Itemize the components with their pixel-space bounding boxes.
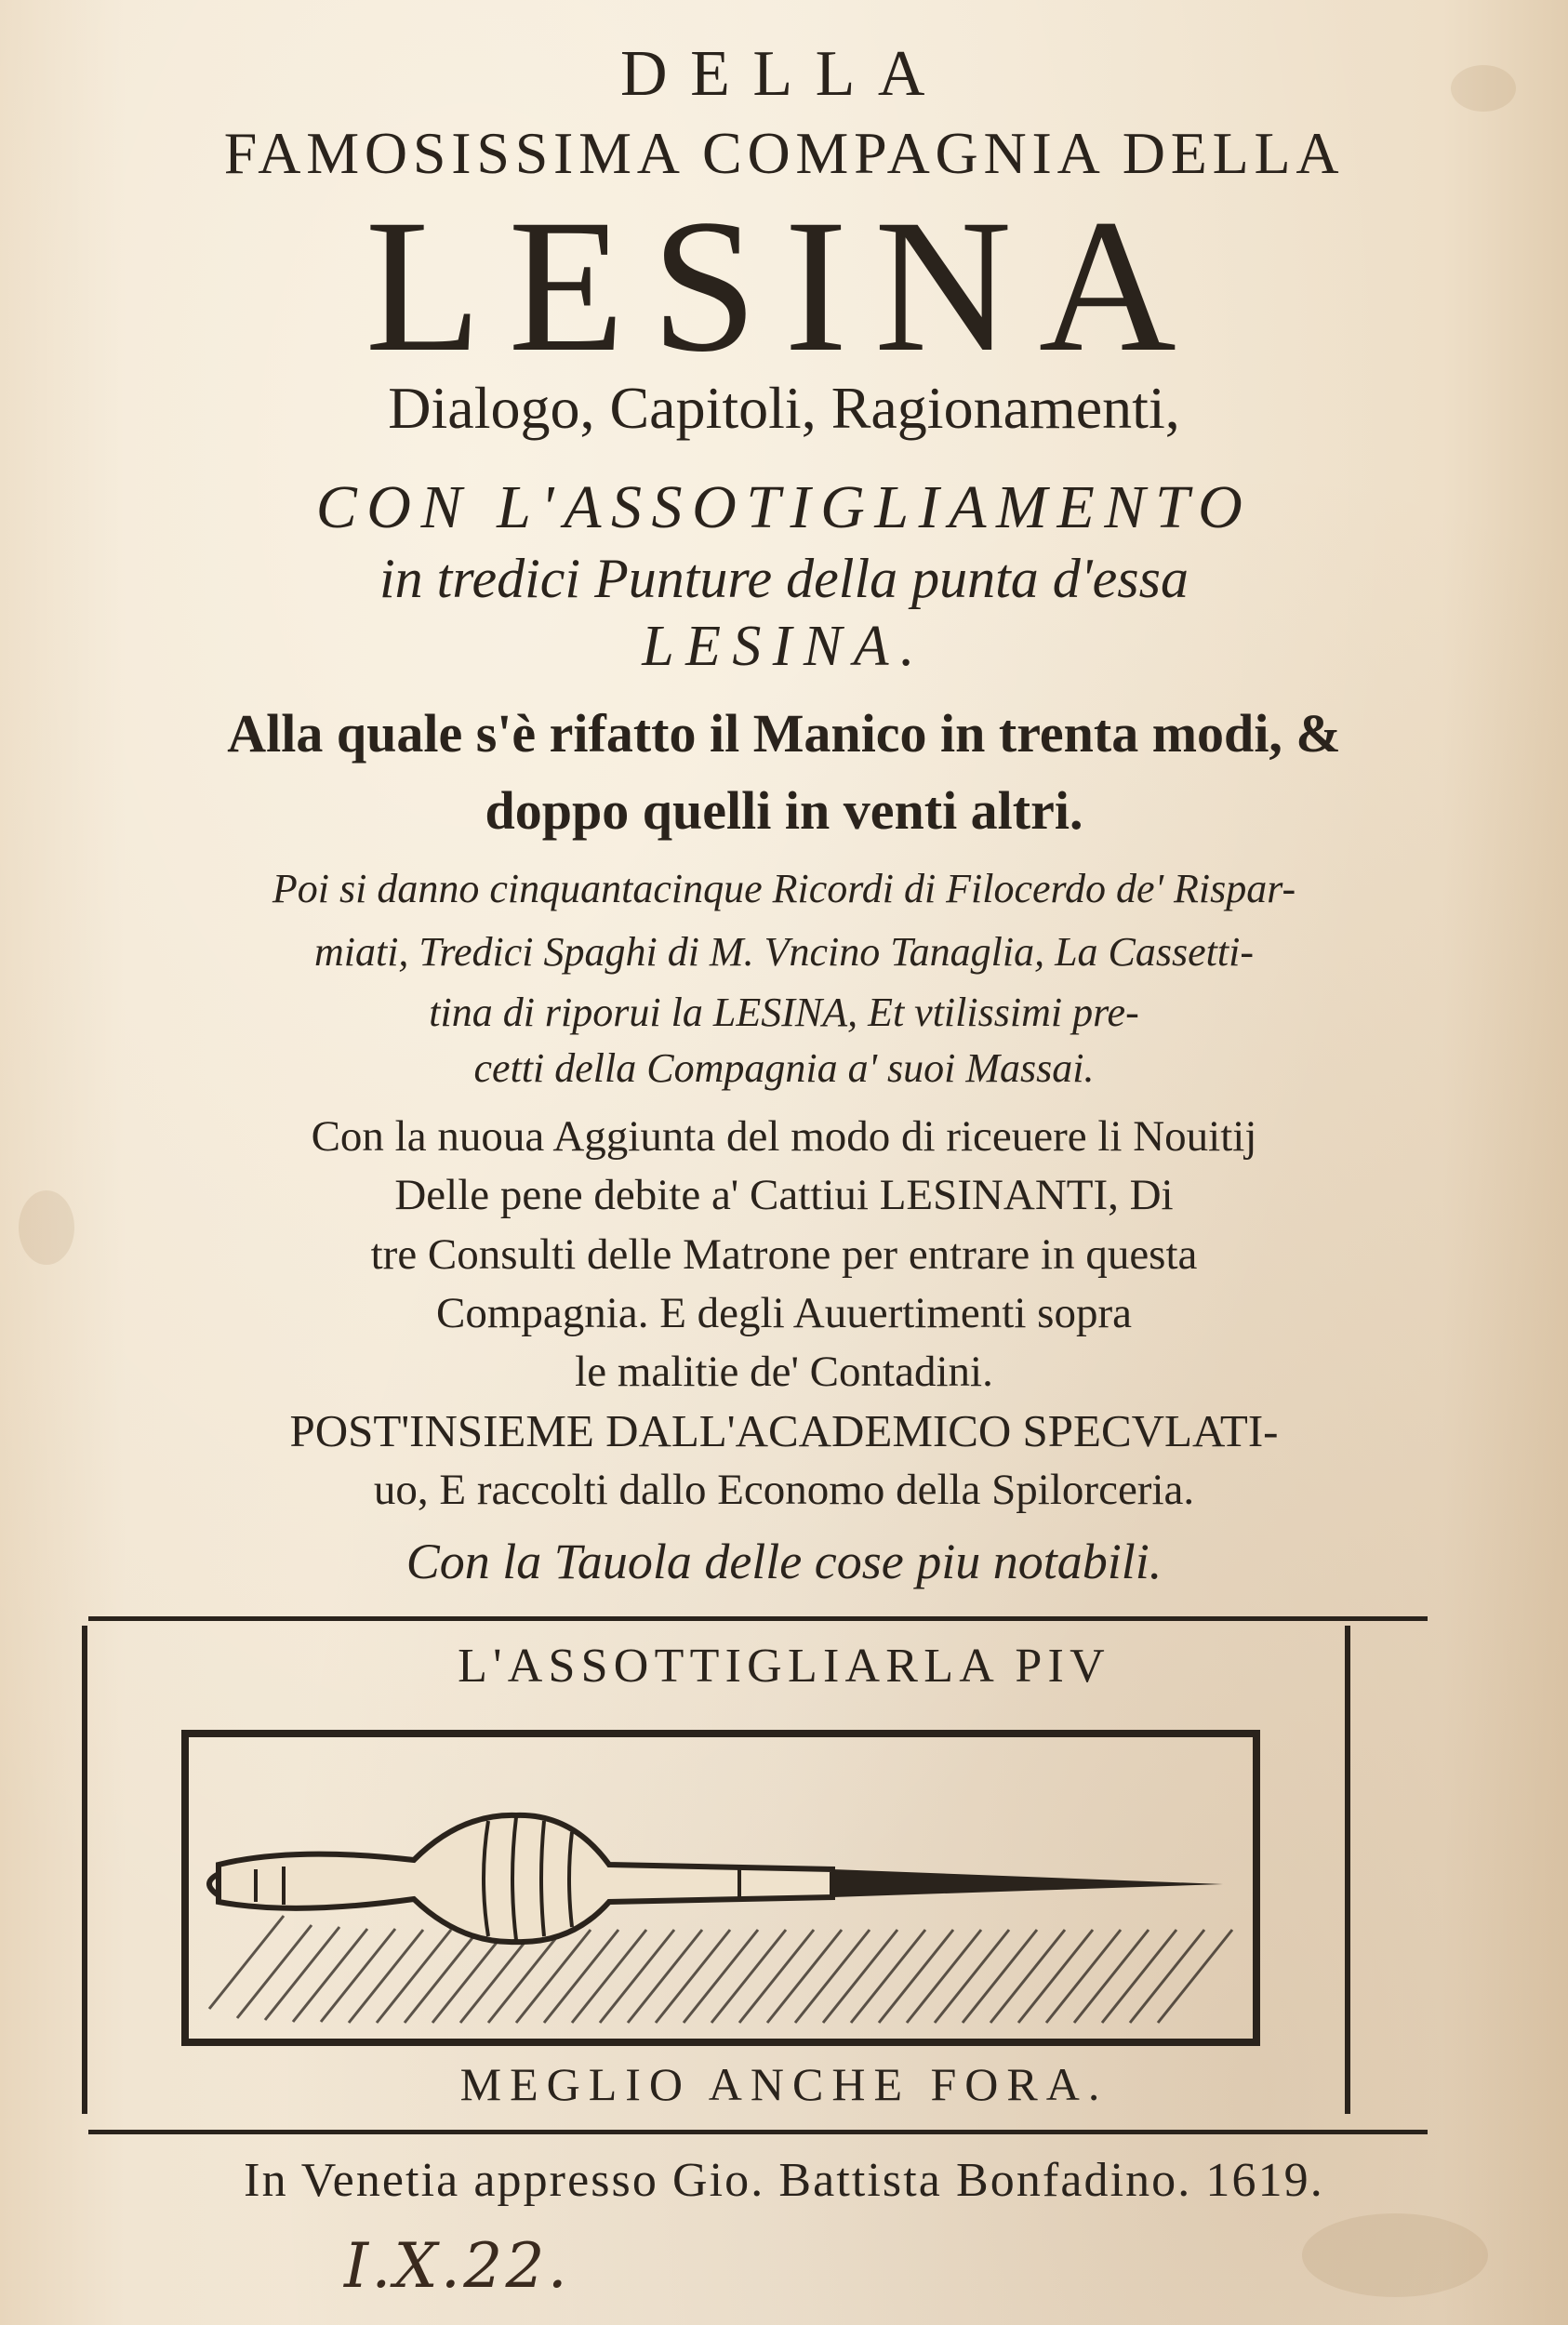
author-line-1: POST'INSIEME DALL'ACADEMICO SPECVLATI- [289, 1405, 1279, 1456]
imprint-line: In Venetia appresso Gio. Battista Bonfadino. 1619. [244, 2154, 1324, 2207]
aggiunta-line-2: Delle pene debite a' Cattiui LESINANTI, Di [394, 1171, 1174, 1219]
aggiunta-line-1: Con la nuoua Aggiunta del modo di riceuere li Nouitij [311, 1112, 1257, 1161]
manico-line-1: Alla quale s'è rifatto il Manico in trenta modi, & [227, 703, 1341, 764]
line-lesina: LESINA. [642, 615, 926, 678]
subtitle: Dialogo, Capitoli, Ragionamenti, [388, 375, 1180, 441]
ricordi-line-2: miati, Tredici Spaghi di M. Vncino Tanaglia, La Cassetti- [313, 929, 1255, 975]
bottom-rule [88, 2130, 1428, 2134]
ricordi-line-4: cetti della Compagnia a' suoi Massai. [473, 1045, 1095, 1091]
manico-line-2: doppo quelli in venti altri. [485, 780, 1083, 841]
aggiunta-line-3: tre Consulti delle Matrone per entrare in questa [370, 1230, 1198, 1279]
woodcut-awl-illustration [181, 1730, 1260, 2046]
tavola-line: Con la Tauola delle cose piu notabili. [405, 1534, 1163, 1589]
ricordi-line-1: Poi si danno cinquantacinque Ricordi di Filocerdo de' Rispar- [272, 866, 1296, 911]
line-assotigliamento: CON L'ASSOTIGLIAMENTO [315, 473, 1253, 541]
line-tredici-punture: in tredici Punture della punta d'essa [379, 548, 1189, 609]
top-rule [88, 1616, 1428, 1621]
heading-famosissima: FAMOSISSIMA COMPAGNIA DELLA [223, 120, 1345, 186]
main-title: LESINA [365, 180, 1203, 392]
aggiunta-line-4: Compagnia. E degli Auuertimenti sopra [436, 1289, 1132, 1337]
emblem-motto-bottom: MEGLIO ANCHE FORA. [459, 2058, 1109, 2110]
aggiunta-line-5: le malitie de' Contadini. [575, 1348, 993, 1396]
author-line-2: uo, E raccolti dallo Economo della Spilorceria. [373, 1466, 1195, 1514]
emblem-motto-top: L'ASSOTTIGLIARLA PIV [458, 1640, 1110, 1693]
heading-della: DELLA [620, 38, 948, 110]
handwritten-shelfmark: I.X.22. [344, 2230, 571, 2302]
ricordi-line-3: tina di riporui la LESINA, Et vtilissimi pre- [429, 990, 1139, 1035]
